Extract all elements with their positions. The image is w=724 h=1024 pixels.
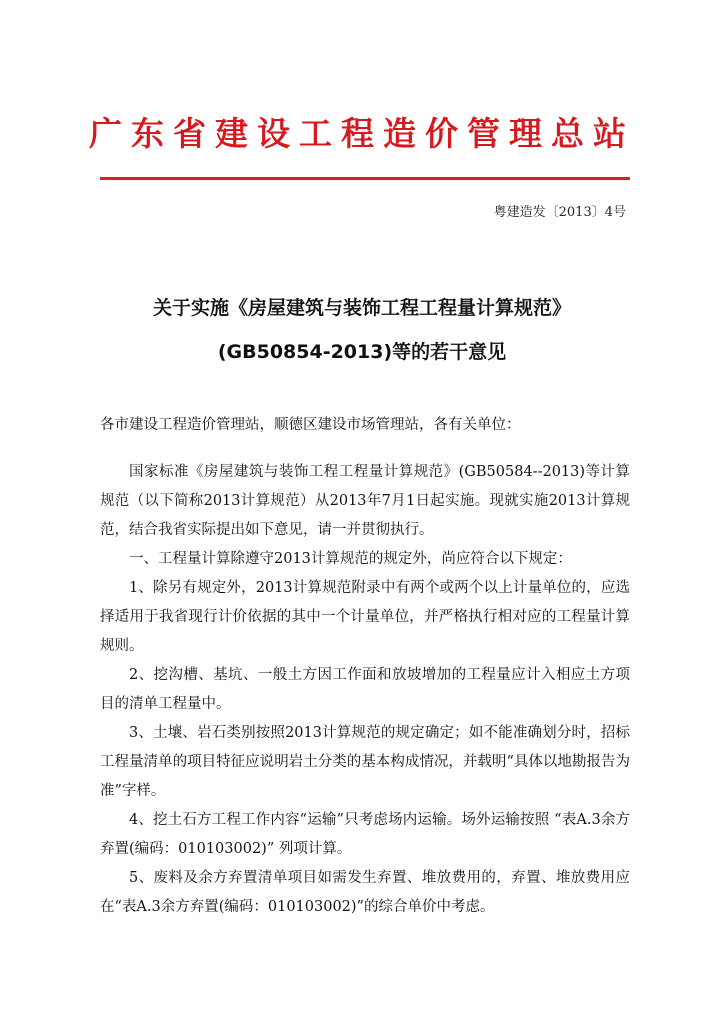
- paragraph: 2、挖沟槽、基坑、一般土方因工作面和放坡增加的工程量应计入相应土方项目的清单工程量中。: [100, 667, 630, 712]
- paragraph: 4、挖土石方工程工作内容“运输”只考虑场内运输。场外运输按照 “表A.3余方弃置(编码：010103002)” 列项计算。: [100, 812, 630, 857]
- document-title-line-1: 关于实施《房屋建筑与装饰工程工程量计算规范》: [152, 297, 571, 319]
- red-divider: [100, 177, 630, 180]
- salutation: 各市建设工程造价管理站，顺德区建设市场管理站，各有关单位：: [100, 417, 521, 433]
- paragraph: 3、土壤、岩石类别按照2013计算规范的规定确定；如不能准确划分时，招标工程量清单的项目特征应说明岩土分类的基本构成情况，并载明“具体以地勘报告为准”字样。: [100, 725, 630, 799]
- document-body: [100, 458, 630, 922]
- paragraph: 一、工程量计算除遵守2013计算规范的规定外，尚应符合以下规定：: [129, 551, 572, 567]
- paragraph: 5、废料及余方弃置清单项目如需发生弃置、堆放费用的，弃置、堆放费用应在“表A.3余方弃置(编码：010103002)”的综合单价中考虑。: [100, 870, 630, 915]
- organization-header: 广东省建设工程造价管理总站: [89, 114, 635, 153]
- document-title-line-2: (GB50854-2013)等的若干意见: [217, 341, 507, 363]
- paragraph: 国家标准《房屋建筑与装饰工程工程量计算规范》(GB50584--2013)等计算规范（以下简称2013计算规范）从2013年7月1日起实施。现就实施2013计算规范，结合我省实际提出如下意见，请一并贯彻执行。: [100, 464, 630, 538]
- document-number: 粤建造发〔2013〕4号: [493, 205, 626, 220]
- paragraph: 1、除另有规定外，2013计算规范附录中有两个或两个以上计量单位的，应选择适用于我省现行计价依据的其中一个计量单位，并严格执行相对应的工程量计算规则。: [100, 580, 630, 654]
